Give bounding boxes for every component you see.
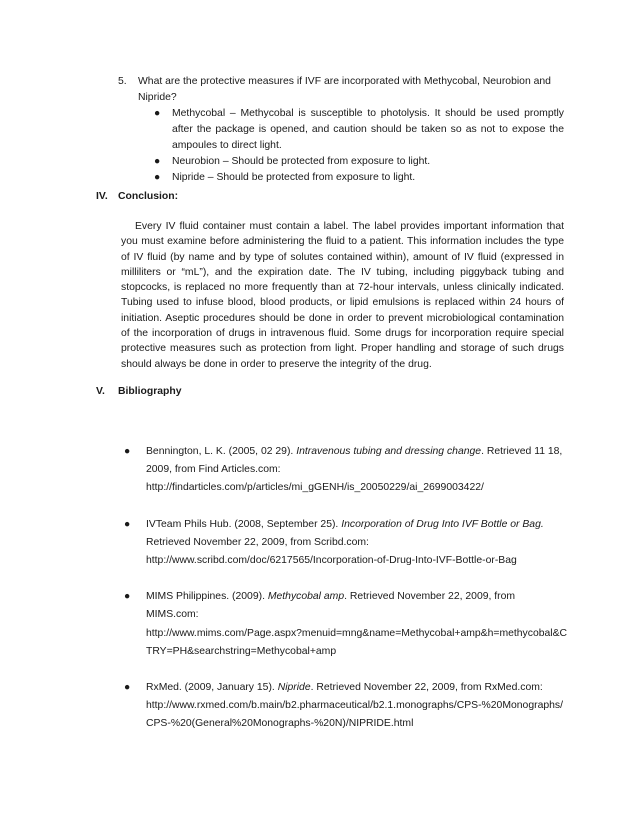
- bullet-icon: ●: [154, 172, 161, 183]
- answer-bullet-text: Nipride – Should be protected from exposure to light.: [172, 172, 416, 183]
- entry-author-date: MIMS Philippines. (2009).: [146, 591, 268, 603]
- answer-bullet-nipride: [154, 170, 564, 186]
- bullet-icon: ●: [124, 682, 131, 694]
- entry-title: Nipride: [277, 682, 311, 694]
- question-text: What are the protective measures if IVF are incorporated with Methycobal, Neurobion and Nipride?: [138, 76, 551, 103]
- entry-author-date: Bennington, L. K. (2005, 02 29).: [146, 446, 297, 457]
- entry-author-date: IVTeam Phils Hub. (2008, September 25).: [146, 518, 342, 530]
- bibliography-heading: [96, 386, 182, 397]
- entry-url: http://www.rxmed.com/b.main/b2.pharmaceutical/b2.1.monographs/CPS-%20Monographs/CPS-%20(General%20Monographs-%20N)/NIPRIDE.html: [146, 700, 563, 730]
- entry-title: Methycobal amp: [267, 591, 345, 603]
- entry-retrieval: . Retrieved 11 18, 2009, from Find Articles.com:: [146, 446, 563, 476]
- bibliography-entry: [118, 679, 568, 734]
- answer-bullet-text: Neurobion – Should be protected from exposure to light.: [172, 156, 431, 167]
- section-title: Conclusion:: [118, 191, 179, 202]
- entry-author-date: RxMed. (2009, January 15).: [146, 682, 278, 694]
- bibliography-entry: [118, 443, 568, 498]
- question-5: [118, 74, 564, 186]
- entry-url: http://www.mims.com/Page.aspx?menuid=mng&name=Methycobal+amp&h=methycobal&CTRY=PH&searchstring=Methycobal+amp: [146, 627, 568, 657]
- entry-retrieval: . Retrieved November 22, 2009, from MIMS.com:: [146, 591, 516, 621]
- section-title: Bibliography: [118, 386, 182, 397]
- entry-title: Intravenous tubing and dressing change: [296, 446, 482, 457]
- entry-title: Incorporation of Drug Into IVF Bottle or Bag.: [341, 518, 544, 530]
- conclusion-paragraph: [121, 219, 564, 372]
- answer-bullet-methycobal: [154, 106, 564, 154]
- bibliography-entry: [118, 588, 568, 661]
- bibliography-list: [118, 443, 568, 752]
- bullet-icon: ●: [124, 591, 131, 603]
- bullet-icon: ●: [124, 446, 131, 457]
- bibliography-entry: [118, 516, 568, 571]
- entry-url: http://findarticles.com/p/articles/mi_gGENH/is_20050229/ai_2699003422/: [146, 482, 484, 494]
- question-number: 5.: [118, 76, 127, 87]
- bullet-icon: ●: [154, 156, 161, 167]
- answer-bullet-neurobion: [154, 154, 564, 170]
- conclusion-body: Every IV fluid container must contain a label. The label provides important information that you must examine before administering the fluid to a patient. This information includes the type of IV fluid (by name and by type of solutes contained within), amount of IV fluid (expressed in milliliters or “mL”), and the expiration date. The IV tubing, including piggyback tubing and stopcocks, is replaced no more frequently than at 72-hour intervals, unless clinically indicated. Tubing used to infuse blood, blood products, or lipid emulsions is replaced within 24 hours of initiation. Aseptic procedures should be done in order to prevent microbiological contamination of the incorporation of drugs in intravenous fluid. Some drugs for incorporation require special protective measures such as protection from light. Proper handling and storage of such drugs should always be done in order to preserve the integrity of the drug.: [121, 221, 564, 370]
- bullet-icon: ●: [124, 518, 131, 530]
- conclusion-heading: [96, 191, 178, 202]
- bullet-icon: ●: [154, 108, 161, 119]
- answer-bullet-text: Methycobal – Methycobal is susceptible to photolysis. It should be used promptly after the package is opened, and caution should be taken so as not to expose the ampoules to direct light.: [172, 108, 564, 151]
- section-number: IV.: [96, 191, 108, 202]
- answer-bullet-list: [154, 106, 564, 186]
- entry-retrieval: Retrieved November 22, 2009, from Scribd.com:: [146, 536, 369, 548]
- entry-retrieval: . Retrieved November 22, 2009, from RxMed.com:: [310, 682, 543, 694]
- section-number: V.: [96, 386, 105, 397]
- entry-url: http://www.scribd.com/doc/6217565/Incorporation-of-Drug-Into-IVF-Bottle-or-Bag: [146, 555, 517, 567]
